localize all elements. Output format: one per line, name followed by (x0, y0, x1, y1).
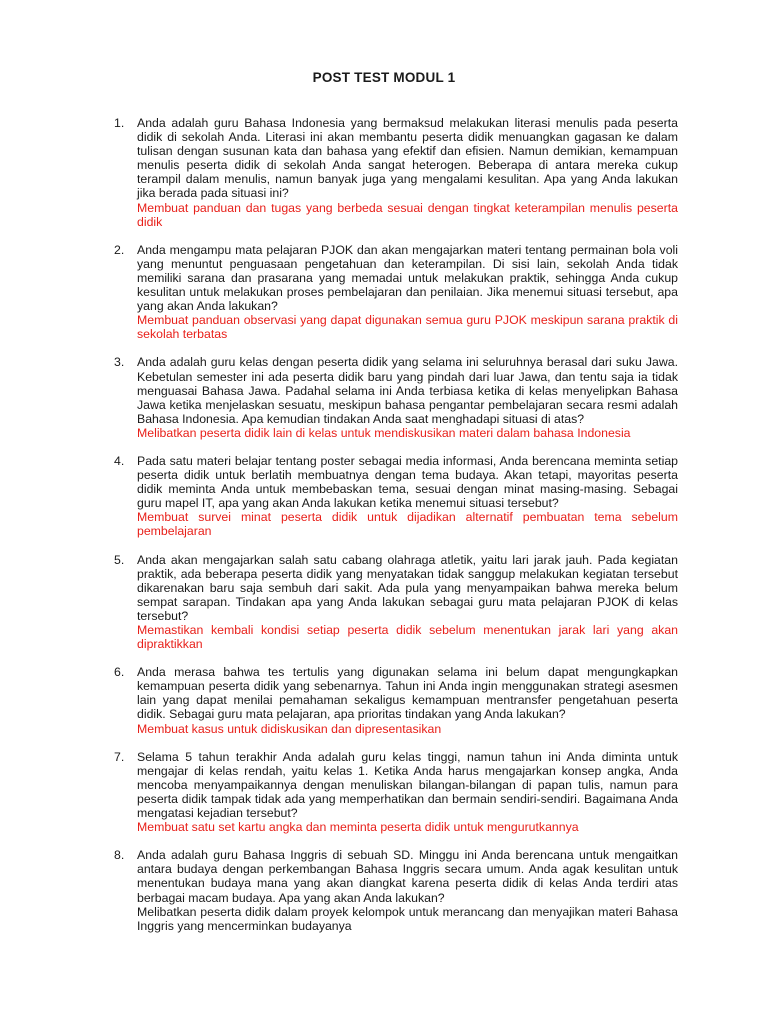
question-answer: Membuat survei minat peserta didik untuk dijadikan alternatif pembuatan tema sebelum pembelajaran (137, 510, 678, 539)
question-text: Anda adalah guru Bahasa Indonesia yang bermaksud melakukan literasi menulis pada peserta didik di sekolah Anda. Literasi ini akan membantu peserta didik menuangkan gagasan ke dalam tulisan dengan susunan kata dan bahasa yang efektif dan efisien. Namun demikian, kemampuan menulis peserta didik di sekolah Anda sangat heterogen. Beberapa di antara mereka cukup terampil dalam menulis, namun banyak juga yang mengalami kesulitan. Apa yang Anda lakukan jika berada pada situasi ini? (137, 116, 678, 201)
question-item (114, 355, 678, 440)
question-item (114, 848, 678, 933)
question-item (114, 243, 678, 342)
question-answer: Membuat panduan observasi yang dapat digunakan semua guru PJOK meskipun sarana praktik di sekolah terbatas (137, 313, 678, 342)
question-number: 6. (114, 665, 125, 680)
question-text: Selama 5 tahun terakhir Anda adalah guru kelas tinggi, namun tahun ini Anda diminta untuk mengajar di kelas rendah, yaitu kelas 1. Ketika Anda harus mengajarkan konsep angka, Anda mencoba menyampaikannya dengan menuliskan bilangan-bilangan di papan tulis, namun para peserta didik tampak tidak ada yang memperhatikan dan bermain sendiri-sendiri. Bagaimana Anda mengatasi kejadian tersebut? (137, 749, 678, 821)
question-item (114, 116, 678, 229)
question-list (114, 116, 678, 947)
question-number: 4. (114, 453, 125, 468)
question-answer: Melibatkan peserta didik dalam proyek kelompok untuk merancang dan menyajikan materi Bahasa Inggris yang mencerminkan budayanya (137, 904, 678, 933)
question-item (114, 665, 678, 735)
question-text: Anda mengampu mata pelajaran PJOK dan akan mengajarkan materi tentang permainan bola voli yang menuntut penguasaan pengetahuan dan keterampilan. Di sisi lain, sekolah Anda tidak memiliki sarana dan prasarana yang memadai untuk melakukan praktik, sehingga Anda cukup kesulitan untuk melakukan proses pembelajaran dan penilaian. Jika menemui situasi tersebut, apa yang akan Anda lakukan? (137, 242, 678, 314)
question-text: Pada satu materi belajar tentang poster sebagai media informasi, Anda berencana meminta setiap peserta didik untuk berlatih membuatnya dengan tema budaya. Akan tetapi, mayoritas peserta didik meminta Anda untuk membebaskan tema, sesuai dengan minat masing-masing. Sebagai guru mapel IT, apa yang akan Anda lakukan ketika menemui situasi tersebut? (137, 453, 678, 511)
question-number: 7. (114, 749, 125, 764)
question-answer: Membuat kasus untuk didiskusikan dan dipresentasikan (137, 721, 442, 736)
question-item (114, 553, 678, 652)
question-number: 2. (114, 242, 125, 257)
question-text: Anda akan mengajarkan salah satu cabang olahraga atletik, yaitu lari jarak jauh. Pada kegiatan praktik, ada beberapa peserta didik yang menyatakan tidak sanggup melakukan kegiatan tersebut dikarenakan baru saja sembuh dari sakit. Ada pula yang menyampaikan bahwa mereka belum sempat sarapan. Tindakan apa yang Anda lakukan sebagai guru mata pelajaran PJOK di kelas tersebut? (137, 552, 678, 623)
question-number: 3. (114, 355, 125, 370)
question-item (114, 750, 678, 835)
question-text: Anda adalah guru kelas dengan peserta didik yang selama ini seluruhnya berasal dari suku Jawa. Kebetulan semester ini ada peserta didik baru yang pindah dari luar Jawa, dan tentu saja ia tidak menguasai Bahasa Jawa. Padahal selama ini Anda terbiasa ketika di kelas menyelipkan Bahasa Jawa ketika menjelaskan sesuatu, meskipun bahasa pengantar pembelajaran secara resmi adalah Bahasa Indonesia. Apa kemudian tindakan Anda saat menghadapi situasi di atas? (137, 355, 678, 426)
document-title: POST TEST MODUL 1 (312, 70, 456, 85)
question-text: Anda adalah guru Bahasa Inggris di sebuah SD. Minggu ini Anda berencana untuk mengaitkan antara budaya dengan perkembangan Bahasa Inggris secara umum. Anda agak kesulitan untuk menentukan budaya mana yang akan diangkat karena peserta didik di kelas Anda terdiri atas berbagai macam budaya. Apa yang akan Anda lakukan? (137, 848, 678, 905)
question-number: 1. (114, 116, 125, 130)
question-answer: Membuat panduan dan tugas yang berbeda sesuai dengan tingkat keterampilan menulis peserta didik (137, 200, 678, 229)
question-answer: Membuat satu set kartu angka dan meminta peserta didik untuk mengurutkannya (137, 820, 579, 835)
question-item (114, 454, 678, 539)
question-number: 8. (114, 848, 125, 863)
question-answer: Melibatkan peserta didik lain di kelas untuk mendiskusikan materi dalam bahasa Indonesia (137, 425, 631, 440)
question-answer: Memastikan kembali kondisi setiap peserta didik sebelum menentukan jarak lari yang akan dipraktikkan (137, 623, 678, 652)
question-number: 5. (114, 552, 125, 567)
question-text: Anda merasa bahwa tes tertulis yang digunakan selama ini belum dapat mengungkapkan kemampuan peserta didik yang sebenarnya. Tahun ini Anda ingin menggunakan strategi asesmen lain yang dapat menilai pemahaman sekaligus kemampuan mentransfer pengetahuan peserta didik. Sebagai guru mata pelajaran, apa prioritas tindakan yang Anda lakukan? (137, 665, 678, 722)
